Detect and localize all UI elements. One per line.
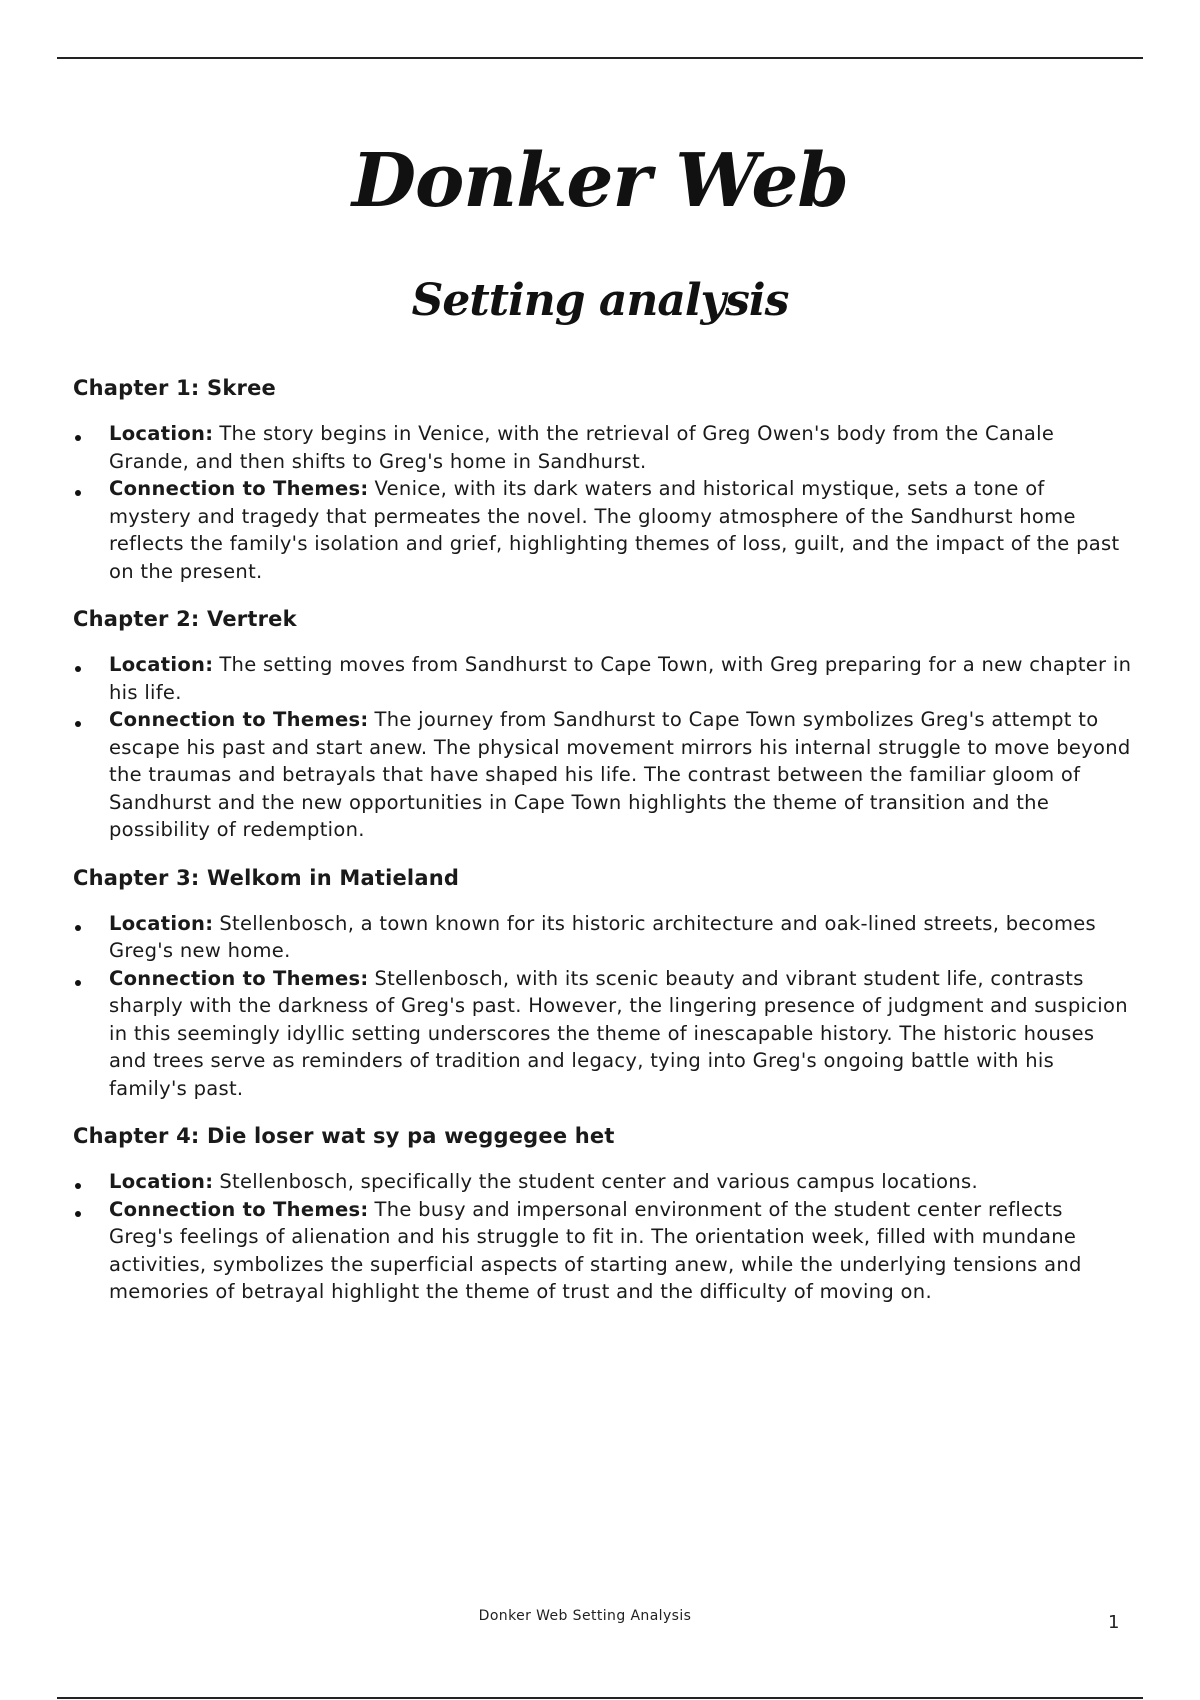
bullet-icon [75, 925, 81, 931]
bullet-label: Location: [109, 422, 214, 445]
page-number: 1 [1108, 1612, 1120, 1633]
document-body [73, 376, 1133, 1328]
list-item [73, 651, 1133, 706]
bullet-icon [75, 490, 81, 496]
document-subtitle: Setting analysis [411, 274, 789, 326]
bullet-text: The journey from Sandhurst to Cape Town symbolizes Greg's attempt to escape his past and start anew. The physical movement mirrors his internal struggle to move beyond the traumas and betrayals that have shaped his life. The contrast between the familiar gloom of Sandhurst and the new opportunities in Cape Town highlights the theme of transition and the possibility of redemption. [109, 708, 1131, 841]
bullet-label: Location: [109, 653, 214, 676]
bullet-icon [75, 980, 81, 986]
bullet-text: Stellenbosch, specifically the student center and various campus locations. [219, 1170, 979, 1193]
chapter-section [73, 1124, 1133, 1306]
bottom-rule [57, 1697, 1143, 1699]
bullet-text: The busy and impersonal environment of the student center reflects Greg's feelings of alienation and his struggle to fit in. The orientation week, filled with mundane activities, symbolizes the superficial aspects of starting anew, while the underlying tensions and memories of betrayal highlight the theme of trust and the difficulty of moving on. [109, 1197, 1082, 1303]
bullet-label: Connection to Themes: [109, 1197, 369, 1221]
list-item [73, 1168, 1133, 1196]
list-item [73, 475, 1133, 585]
bullet-label: Location: [109, 1170, 214, 1193]
bullet-icon [75, 1183, 81, 1189]
bullet-list [73, 651, 1133, 844]
bullet-text: Stellenbosch, with its scenic beauty and vibrant student life, contrasts sharply with the darkness of Greg's past. However, the lingering presence of judgment and suspicion in this seemingly idyllic setting underscores the theme of inescapable history. The historic houses and trees serve as reminders of tradition and legacy, tying into Greg's ongoing battle with his family's past. [109, 966, 1128, 1100]
bullet-label: Connection to Themes: [109, 966, 369, 990]
bullet-icon [75, 666, 81, 672]
list-item [73, 965, 1133, 1103]
bullet-icon [75, 1211, 81, 1217]
chapter-section [73, 376, 1133, 585]
chapter-heading: Chapter 2: Vertrek [73, 607, 297, 631]
chapter-section [73, 607, 1133, 844]
bullet-text: The story begins in Venice, with the retrieval of Greg Owen's body from the Canale Grande, and then shifts to Greg's home in Sandhurst. [109, 422, 1055, 473]
list-item [73, 1196, 1133, 1306]
bullet-icon [75, 721, 81, 727]
list-item [73, 420, 1133, 475]
bullet-label: Connection to Themes: [109, 477, 369, 500]
bullet-text: Venice, with its dark waters and historical mystique, sets a tone of mystery and tragedy that permeates the novel. The gloomy atmosphere of the Sandhurst home reflects the family's isolation and grief, highlighting themes of loss, guilt, and the impact of the past on the present. [109, 477, 1120, 583]
bullet-label: Connection to Themes: [109, 708, 369, 731]
bullet-icon [75, 435, 81, 441]
bullet-label: Location: [109, 911, 214, 935]
bullet-list [73, 1168, 1133, 1306]
chapter-heading: Chapter 3: Welkom in Matieland [73, 865, 460, 890]
page-footer: Donker Web Setting Analysis [478, 1608, 692, 1624]
bullet-list [73, 420, 1133, 585]
chapter-heading: Chapter 1: Skree [73, 376, 276, 400]
bullet-list [73, 910, 1133, 1103]
list-item [73, 910, 1133, 965]
list-item [73, 706, 1133, 844]
bullet-text: Stellenbosch, a town known for its historic architecture and oak-lined streets, becomes Greg's new home. [109, 911, 1097, 962]
chapter-heading: Chapter 4: Die loser wat sy pa weggegee het [73, 1124, 615, 1148]
top-rule [57, 57, 1143, 59]
document-title: Donker Web [351, 137, 849, 224]
bullet-text: The setting moves from Sandhurst to Cape Town, with Greg preparing for a new chapter in his life. [109, 653, 1132, 704]
chapter-section [73, 866, 1133, 1103]
